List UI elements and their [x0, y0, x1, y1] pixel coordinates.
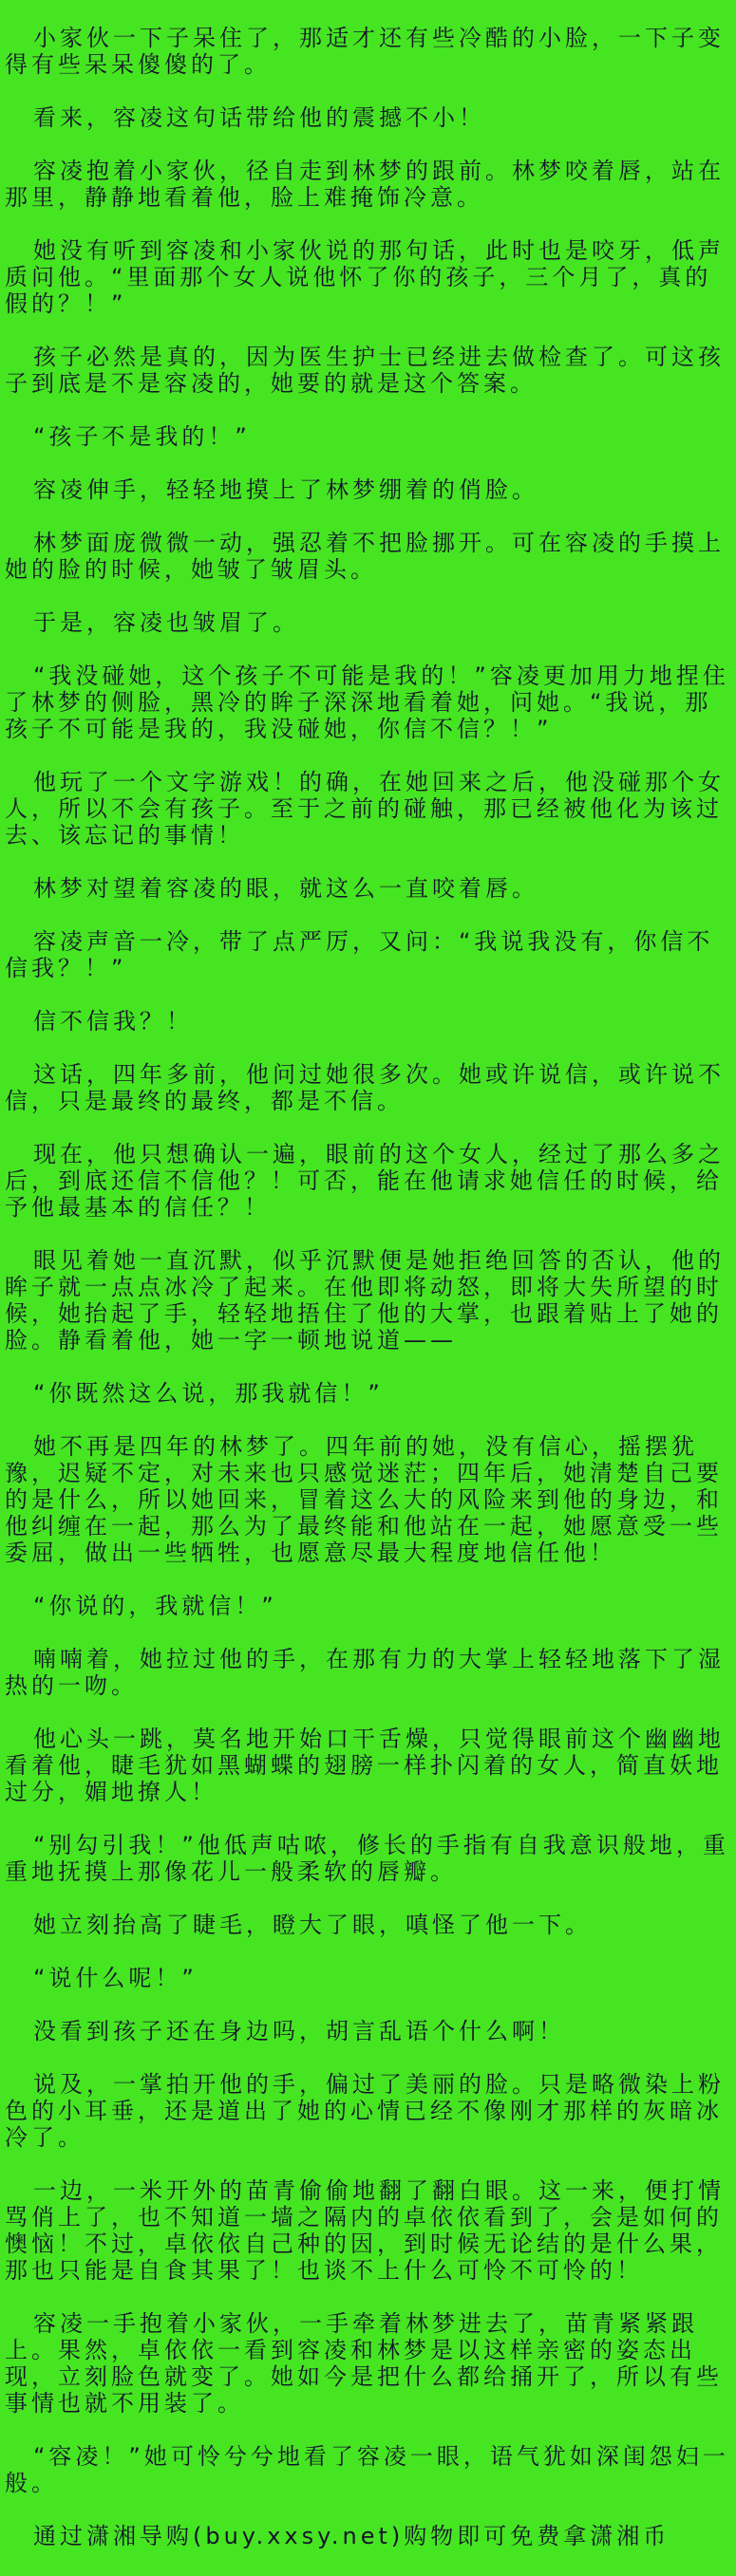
paragraph: 他心头一跳，莫名地开始口干舌燥，只觉得眼前这个幽幽地看着他，睫毛犹如黑蝴蝶的翅膀一样扑闪着的女人，简直妖地过分，媚地撩人！ [5, 1726, 725, 1805]
paragraph: 小家伙一下子呆住了，那适才还有些冷酷的小脸，一下子变得有些呆呆傻傻的了。 [5, 25, 725, 78]
paragraph: 喃喃着，她拉过他的手，在那有力的大掌上轻轻地落下了湿热的一吻。 [5, 1646, 725, 1699]
paragraph: 眼见着她一直沉默，似乎沉默便是她拒绝回答的否认，他的眸子就一点点冰冷了起来。在他即将动怒，即将大失所望的时候，她抬起了手，轻轻地捂住了他的大掌，也跟着贴上了她的脸。静看着他，她一字一顿地说道—— [5, 1247, 725, 1353]
paragraph: 容凌伸手，轻轻地摸上了林梦绷着的俏脸。 [33, 476, 538, 503]
paragraph: 说及，一掌拍开他的手，偏过了美丽的脸。只是略微染上粉色的小耳垂，还是道出了她的心情已经不像刚才那样的灰暗冰冷了。 [5, 2071, 725, 2151]
paragraph: 看来，容凌这句话带给他的震撼不小！ [33, 104, 485, 131]
paragraph: 他玩了一个文字游戏！的确，在她回来之后，他没碰那个女人，所以不会有孩子。至于之前的碰触，那已经被他化为该过去、该忘记的事情！ [5, 769, 725, 849]
paragraph: 一边，一米开外的苗青偷偷地翻了翻白眼。这一来，便打情骂俏上了，也不知道一墙之隔内的卓依依看到了，会是如何的懊恼！不过，卓依依自己种的因，到时候无论结的是什么果，那也只能是自食其果了！也谈不上什么可怜不可怜的！ [5, 2177, 725, 2284]
paragraph: 容凌声音一冷，带了点严厉，又问：“我说我没有，你信不信我？！” [5, 928, 714, 981]
paragraph: 孩子必然是真的，因为医生护士已经进去做检查了。可这孩子到底是不是容凌的，她要的就是这个答案。 [5, 344, 725, 397]
paragraph: 她不再是四年的林梦了。四年前的她，没有信心，摇摆犹豫，迟疑不定，对未来也只感觉迷茫；四年后，她清楚自己要的是什么，所以她回来，冒着这么大的风险来到他的身边，和他纠缠在一起，那么为了最终能和他站在一起，她愿意受一些委屈，做出一些牺牲，也愿意尽最大程度地信任他！ [5, 1433, 723, 1566]
paragraph: 林梦对望着容凌的眼，就这么一直咬着唇。 [33, 875, 538, 902]
paragraph: “容凌！”她可怜兮兮地看了容凌一眼，语气犹如深闺怨妇一般。 [5, 2443, 729, 2496]
paragraph: 这话，四年多前，他问过她很多次。她或许说信，或许说不信，只是最终的最终，都是不信。 [5, 1061, 725, 1114]
paragraph: 容凌一手抱着小家伙，一手牵着林梦进去了，苗青紧紧跟上。果然，卓依依一看到容凌和林梦是以这样亲密的姿态出现，立刻脸色就变了。她如今是把什么都给捅开了，所以有些事情也就不用装了。 [5, 2310, 723, 2417]
paragraph: “孩子不是我的！” [33, 423, 251, 450]
paragraph: 于是，容凌也皱眉了。 [33, 609, 299, 636]
paragraph: 她立刻抬高了睫毛，瞪大了眼，嗔怪了他一下。 [33, 1912, 592, 1938]
paragraph: 林梦面庞微微一动，强忍着不把脸挪开。可在容凌的手摸上她的脸的时候，她皱了皱眉头。 [5, 530, 725, 583]
paragraph: 她没有听到容凌和小家伙说的那句话，此时也是咬牙，低声质问他。“里面那个女人说他怀了你的孩子，三个月了，真的假的？！” [5, 237, 725, 317]
paragraph: “你既然这么说，那我就信！” [33, 1380, 384, 1407]
paragraph: 信不信我？！ [33, 1008, 193, 1035]
paragraph: “你说的，我就信！” [33, 1593, 277, 1619]
paragraph: “别勾引我！”他低声咕哝，修长的手指有自我意识般地，重重地抚摸上那像花儿一般柔软的唇瓣。 [5, 1832, 729, 1885]
paragraph: 没看到孩子还在身边吗，胡言乱语个什么啊！ [33, 2018, 565, 2044]
paragraph: 容凌抱着小家伙，径自走到林梦的跟前。林梦咬着唇，站在那里，静静地看着他，脸上难掩饰冷意。 [5, 158, 725, 211]
paragraph: 现在，他只想确认一遍，眼前的这个女人，经过了那么多之后，到底还信不信他？！可否，能在他请求她信任的时候，给予他最基本的信任？！ [5, 1141, 725, 1221]
paragraph: “说什么呢！” [33, 1965, 198, 1991]
promo-line: 通过潇湘导购(buy.xxsy.net)购物即可免费拿潇湘币 [33, 2523, 670, 2549]
paragraph-list [5, 25, 731, 2496]
paragraph: “我没碰她，这个孩子不可能是我的！”容凌更加用力地捏住了林梦的侧脸，黑冷的眸子深深地看着她，问她。“我说，那孩子不可能是我的，我没碰她，你信不信？！” [5, 663, 729, 742]
